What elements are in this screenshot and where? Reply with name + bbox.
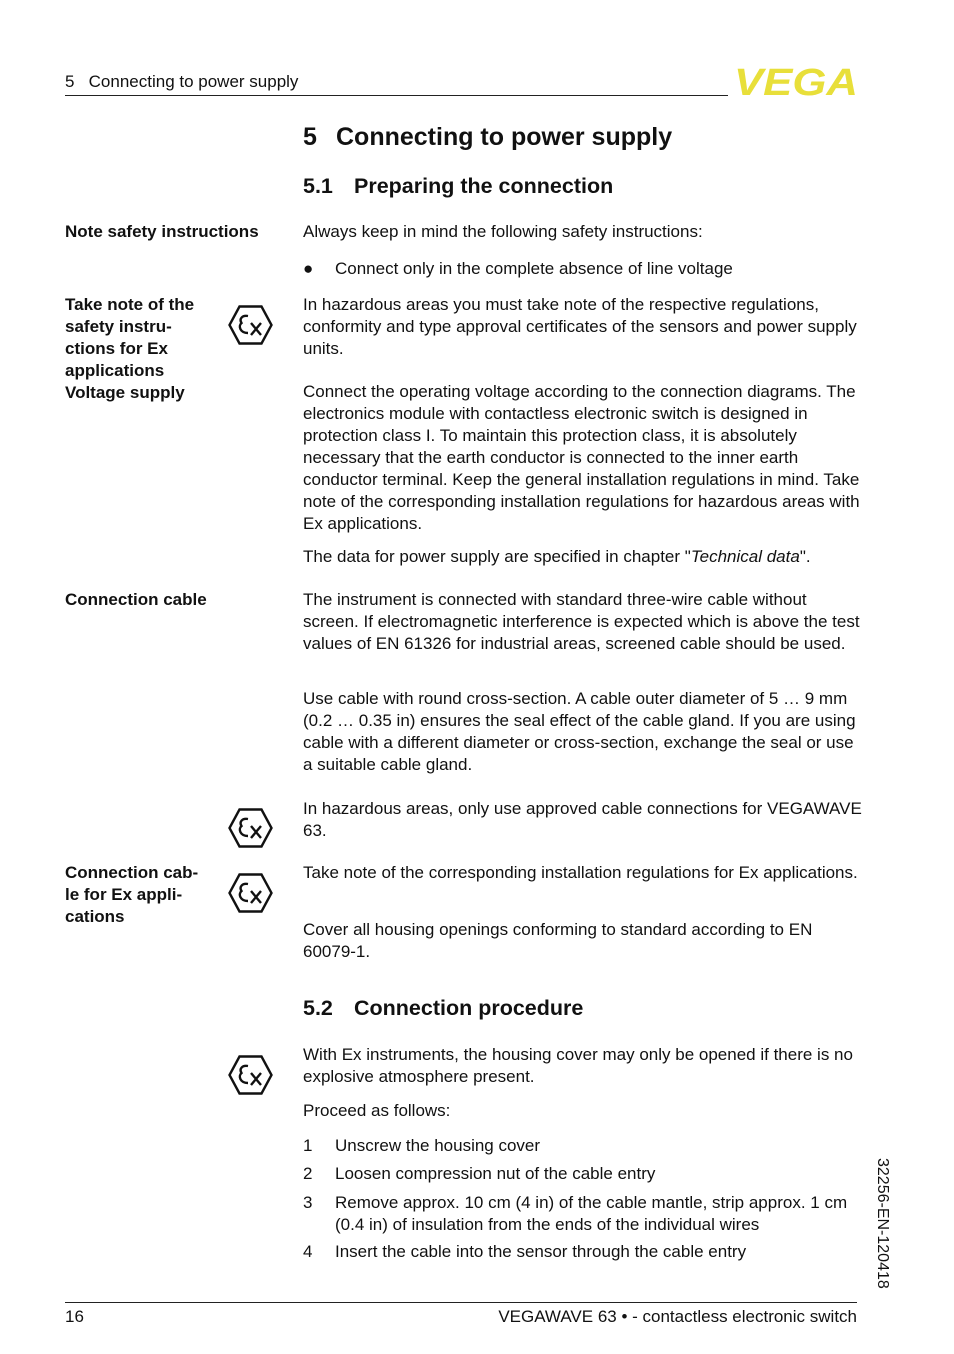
side-label-voltage: Voltage supply [65,383,185,402]
section-title: Connection procedure [354,996,584,1020]
paragraph-voltage-supply: Connect the operating voltage according to the connection diagrams. The electronics module with contactless electronic switch is designed in protection class I. To maintain this protection class, it is absolutely necessary that the earth conductor is connected to the inner earth conductor terminal. Keep the general installation regulations in mind. Take note of the corresponding installation regulations for hazardous areas with Ex applications. [303,382,860,533]
step-text: Remove approx. 10 cm (4 in) of the cable mantle, strip approx. 1 cm (0.4 in) of insulation from the ends of the individual wires [335,1193,848,1234]
list-item [303,1241,863,1263]
vega-logo [733,62,859,102]
side-label-line: safety instru- [65,317,172,336]
header-rule [65,95,728,96]
chapter-reference: Technical data [690,547,800,566]
footer-rule [65,1302,857,1303]
side-label-line: cations [65,907,125,926]
step-text: Insert the cable into the sensor through the cable entry [335,1242,747,1261]
paragraph-cable-2: Use cable with round cross-section. A cable outer diameter of 5 … 9 mm (0.2 … 0.35 in) ensures the seal effect of the cable gland. If you are using cable with a different diameter or cross-section, exchange the seal or use a suitable cable gland. [303,689,856,774]
footer-product: VEGAWAVE 63 • - contactless electronic switch [498,1307,857,1326]
document-id: 32256-EN-120418 [874,1158,891,1289]
bullet-item [303,258,733,280]
side-label-connection-cable: Connection cable [65,590,207,609]
paragraph-hazardous-regulations: In hazardous areas you must take note of the respective regulations, conformity and type approval certificates of the sensors and power supply units. [303,295,857,358]
side-label-line: ctions for Ex [65,339,168,358]
ex-warning-icon [228,808,273,848]
step-number: 2 [303,1164,313,1183]
paragraph-hazardous-cable: In hazardous areas, only use approved cable connections for VEGAWAVE 63. [303,799,862,840]
paragraph-technical-data [303,546,863,568]
section-number: 5.2 [303,996,333,1020]
chapter-number: 5 [303,123,317,151]
section-number: 5.1 [303,174,333,198]
section-heading-5-1 [303,174,613,199]
list-item [303,1192,863,1236]
section-title: Preparing the connection [354,174,614,198]
ex-warning-icon [228,305,273,345]
ex-warning-icon [228,873,273,913]
side-label-ex-cable [65,862,198,928]
bullet-text: Connect only in the complete absence of line voltage [335,259,733,278]
page-number: 16 [65,1307,84,1326]
side-label-ex-safety [65,294,194,404]
chapter-title: Connecting to power supply [336,123,673,151]
paragraph-safety-intro: Always keep in mind the following safety instructions: [303,222,703,241]
paragraph-ex-cable-1: Take note of the corresponding installation regulations for Ex applications. [303,863,858,882]
paragraph-ex-instruments: With Ex instruments, the housing cover may only be opened if there is no explosive atmosphere present. [303,1045,853,1086]
step-text: Loosen compression nut of the cable entry [335,1164,656,1183]
text-run: The data for power supply are specified in chapter " [303,547,691,566]
text-run: ". [799,547,811,566]
step-number: 1 [303,1136,313,1155]
list-item [303,1135,863,1157]
bullet-symbol: ● [303,259,314,278]
side-label-line: applications [65,361,165,380]
paragraph-proceed: Proceed as follows: [303,1101,451,1120]
header-section-number: 5 [65,72,75,91]
running-header [65,72,298,92]
header-section-title: Connecting to power supply [88,72,299,91]
section-heading-5-2 [303,996,583,1021]
paragraph-cable-1: The instrument is connected with standard three-wire cable without screen. If electromagnetic interference is expected which is above the test values of EN 61326 for industrial areas, screened cable should be used. [303,590,860,653]
logo-lettering: VEGA [734,62,858,102]
step-number: 3 [303,1193,313,1212]
step-text: Unscrew the housing cover [335,1136,541,1155]
side-label-line: le for Ex appli- [65,885,183,904]
list-item [303,1163,863,1185]
side-label-safety: Note safety instructions [65,222,259,241]
step-number: 4 [303,1242,313,1261]
paragraph-ex-cable-2: Cover all housing openings conforming to standard according to EN 60079-1. [303,920,813,961]
side-label-line: Connection cab- [65,863,199,882]
chapter-heading [303,123,672,152]
side-label-line: Take note of the [65,295,195,314]
ex-warning-icon [228,1055,273,1095]
